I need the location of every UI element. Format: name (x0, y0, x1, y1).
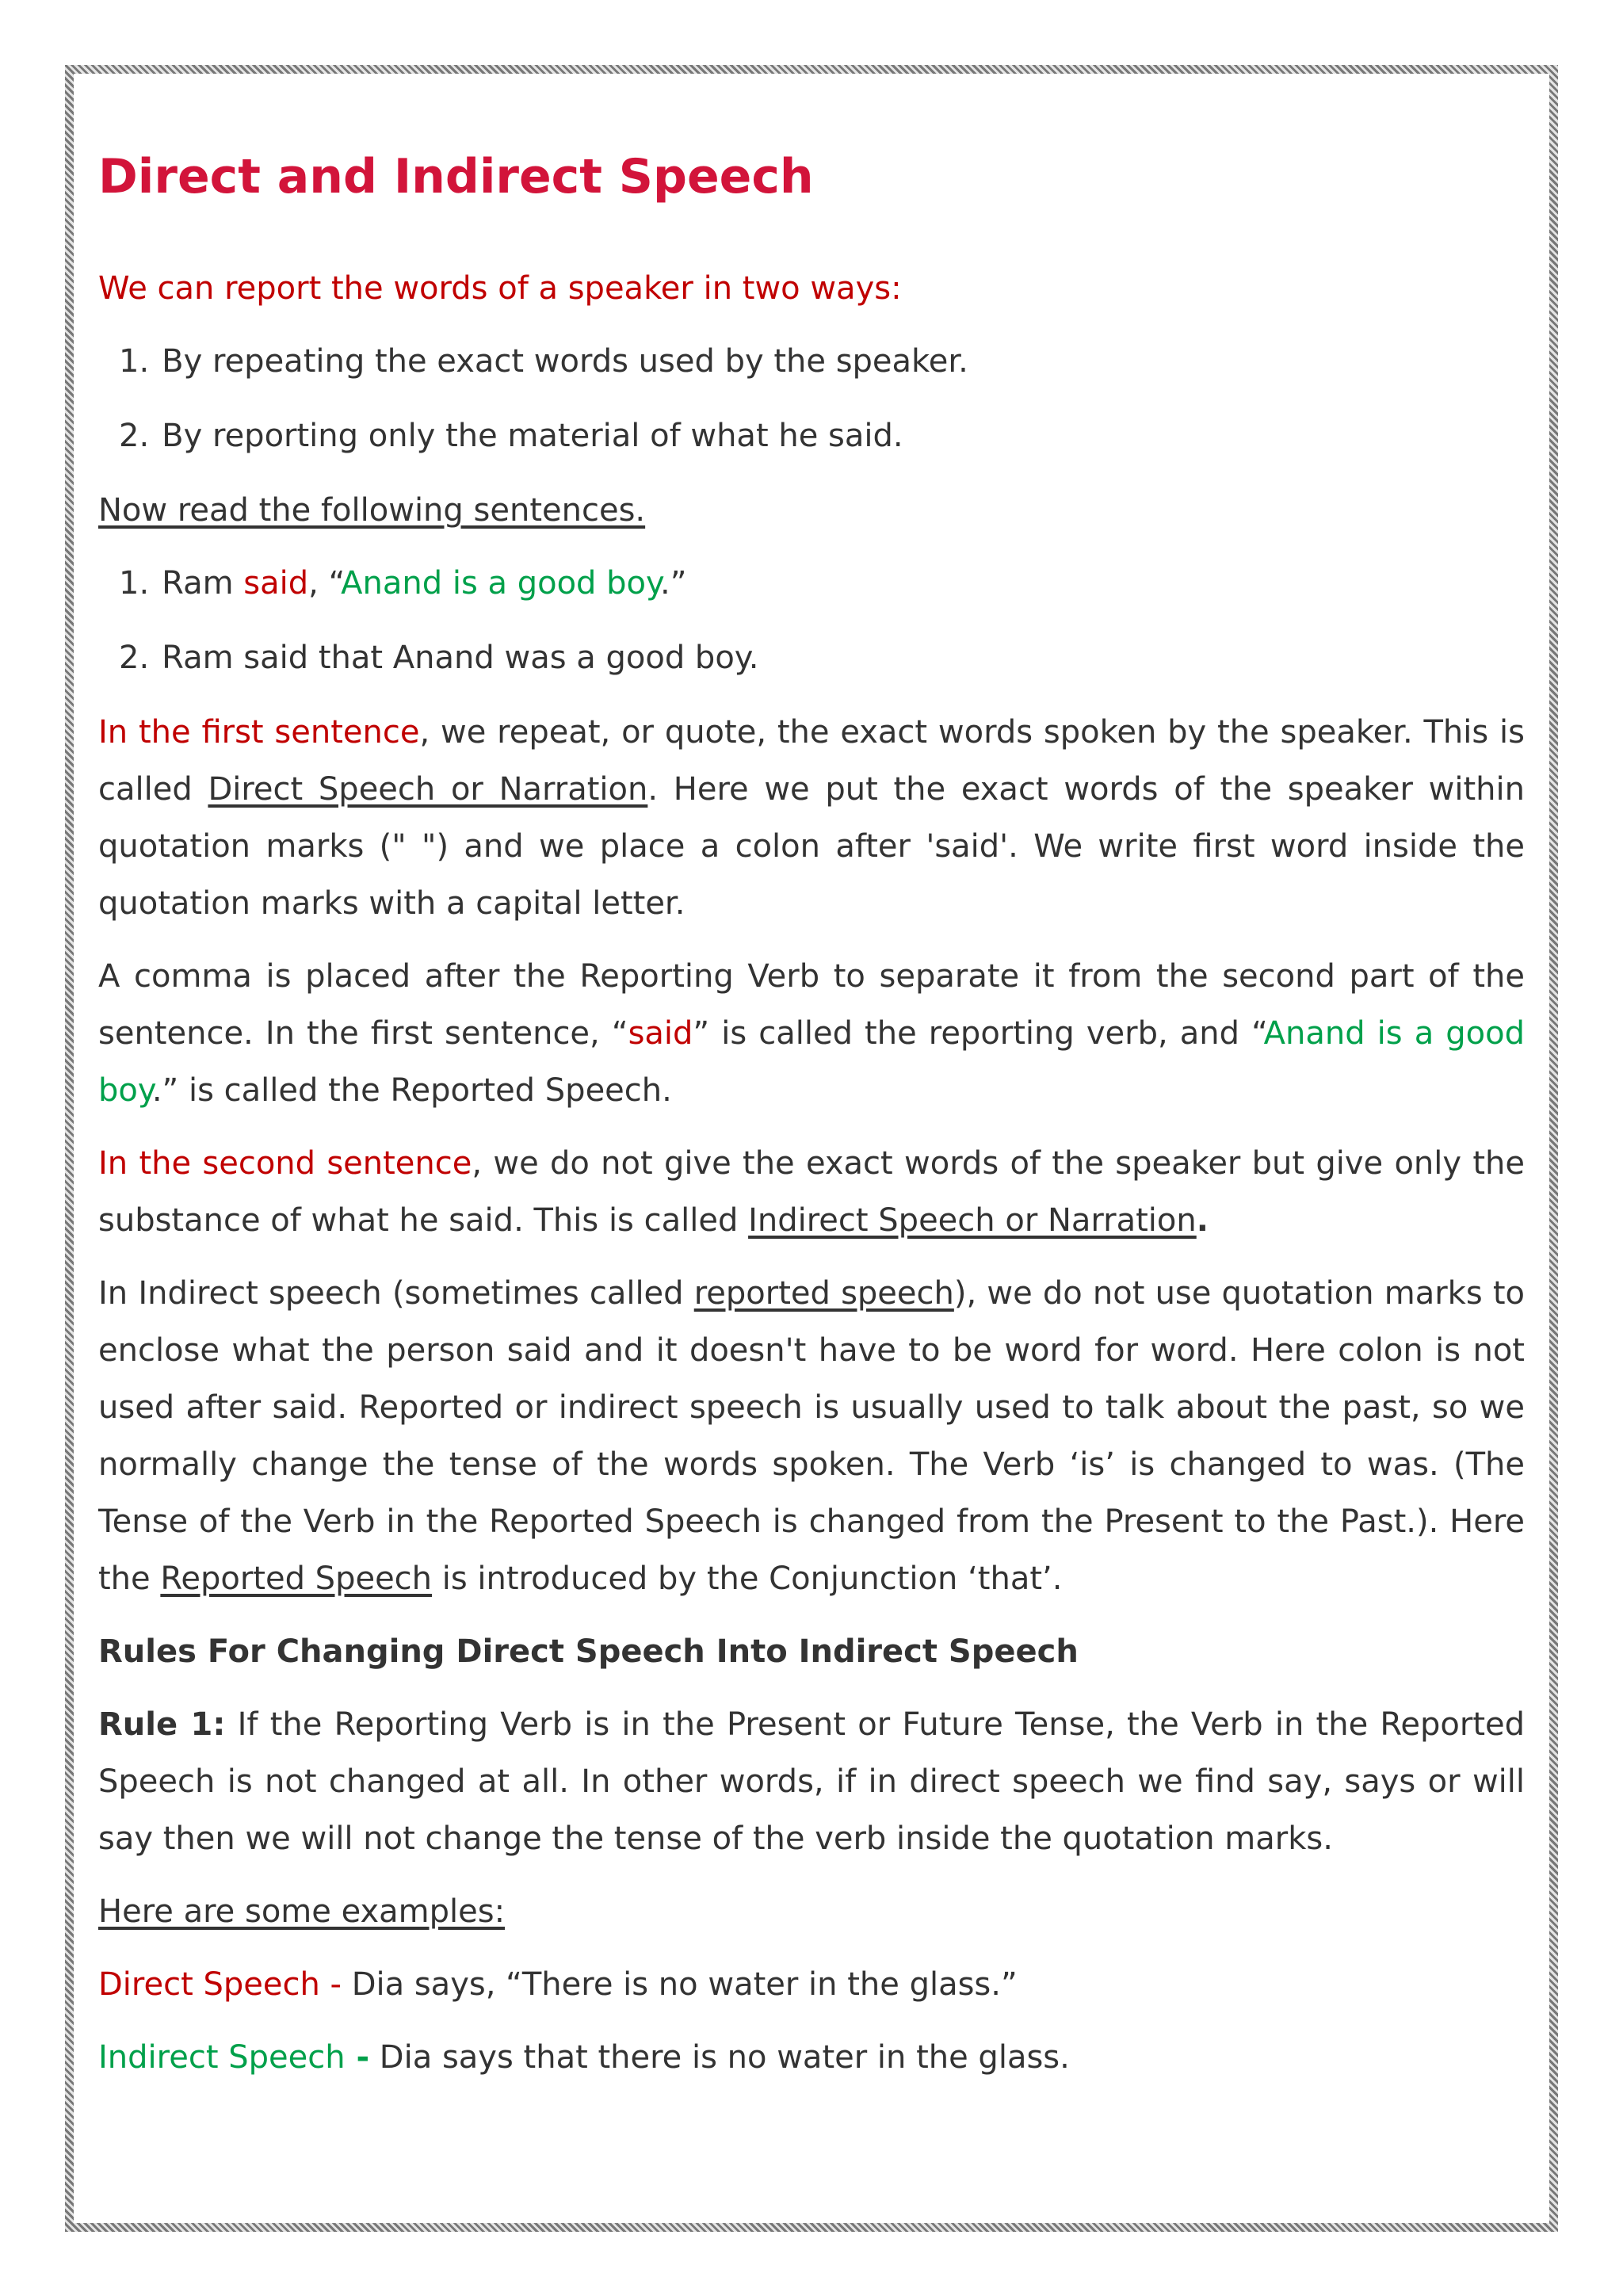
list-item (98, 407, 1525, 464)
page-title: Direct and Indirect Speech (98, 149, 814, 204)
reported-speech: Anand is a good boy (98, 1015, 1526, 1109)
paragraph-indirect-speech: In the second sentence, we do not give the exact words of the speaker but give only the substance of what he said. This is called Indirect Speech or Narration. (98, 1145, 1525, 1239)
list-item (98, 333, 1525, 390)
list-item-text: By reporting only the material of what he said. (162, 418, 903, 454)
reporting-verb: said (243, 565, 309, 602)
example-label: Direct Speech - (98, 1966, 342, 2003)
paragraph-direct-speech: In the first sentence, we repeat, or quote, the exact words spoken by the speaker. This is called Direct Speech or Narration. Here we put the exact words of the speaker within quotation marks (" ") and we place a colon after 'said'. We write first word inside the quotation marks with a capital letter. (98, 714, 1525, 922)
list-number: 2. (119, 640, 150, 676)
term-direct-speech: Direct Speech or Narration (208, 771, 648, 808)
intro-text: We can report the words of a speaker in two ways: (98, 270, 902, 307)
example-direct: Direct Speech - Dia says, “There is no water in the glass.” (98, 1966, 1018, 2003)
examples-heading: Here are some examples: (98, 1893, 506, 1930)
reported-speech: Anand is a good boy (341, 565, 660, 602)
list-item: 1. Ram said, “Anand is a good boy.” (119, 565, 687, 602)
ways-list (98, 333, 1525, 464)
list-number: 1. (119, 343, 150, 380)
document-body (98, 151, 1525, 2102)
term-reported-speech: Reported Speech (160, 1561, 433, 1597)
example-indirect: Indirect Speech - Dia says that there is no water in the glass. (98, 2039, 1070, 2076)
list-number: 2. (119, 418, 150, 454)
rule-label: Rule 1: (98, 1706, 226, 1743)
term-indirect-speech: Indirect Speech or Narration (748, 1202, 1197, 1239)
term-reported-speech: reported speech (693, 1275, 954, 1312)
sentences-list (98, 555, 1525, 686)
list-number: 1. (119, 565, 150, 602)
list-item: 2. Ram said that Anand was a good boy. (119, 640, 759, 676)
read-heading: Now read the following sentences. (98, 492, 646, 529)
rule-1: Rule 1: If the Reporting Verb is in the Present or Future Tense, the Verb in the Reported Speech is not changed at all. In other words, if in direct speech we find say, says or will say then we will not change the tense of the verb inside the quotation marks. (98, 1706, 1526, 1857)
paragraph-reporting-verb: A comma is placed after the Reporting Verb to separate it from the second part of the sentence. In the first sentence, “said” is called the reporting verb, and “Anand is a good boy.” is called the Reported Speech. (98, 958, 1526, 1109)
rules-heading: Rules For Changing Direct Speech Into Indirect Speech (98, 1633, 1079, 1670)
list-item-text: By repeating the exact words used by the speaker. (162, 343, 968, 380)
paragraph-reported-speech: In Indirect speech (sometimes called reported speech), we do not use quotation marks to enclose what the person said and it doesn't have to be word for word. Here colon is not used after said. Reported or indirect speech is usually used to talk about the past, so we normally change the tense of the words spoken. The Verb ‘is’ is changed to was. (The Tense of the Verb in the Reported Speech is changed from the Present to the Past.). Here the Reported Speech is introduced by the Conjunction ‘that’. (98, 1275, 1525, 1597)
reporting-verb: said (628, 1015, 693, 1052)
example-label: Indirect Speech (98, 2039, 346, 2076)
